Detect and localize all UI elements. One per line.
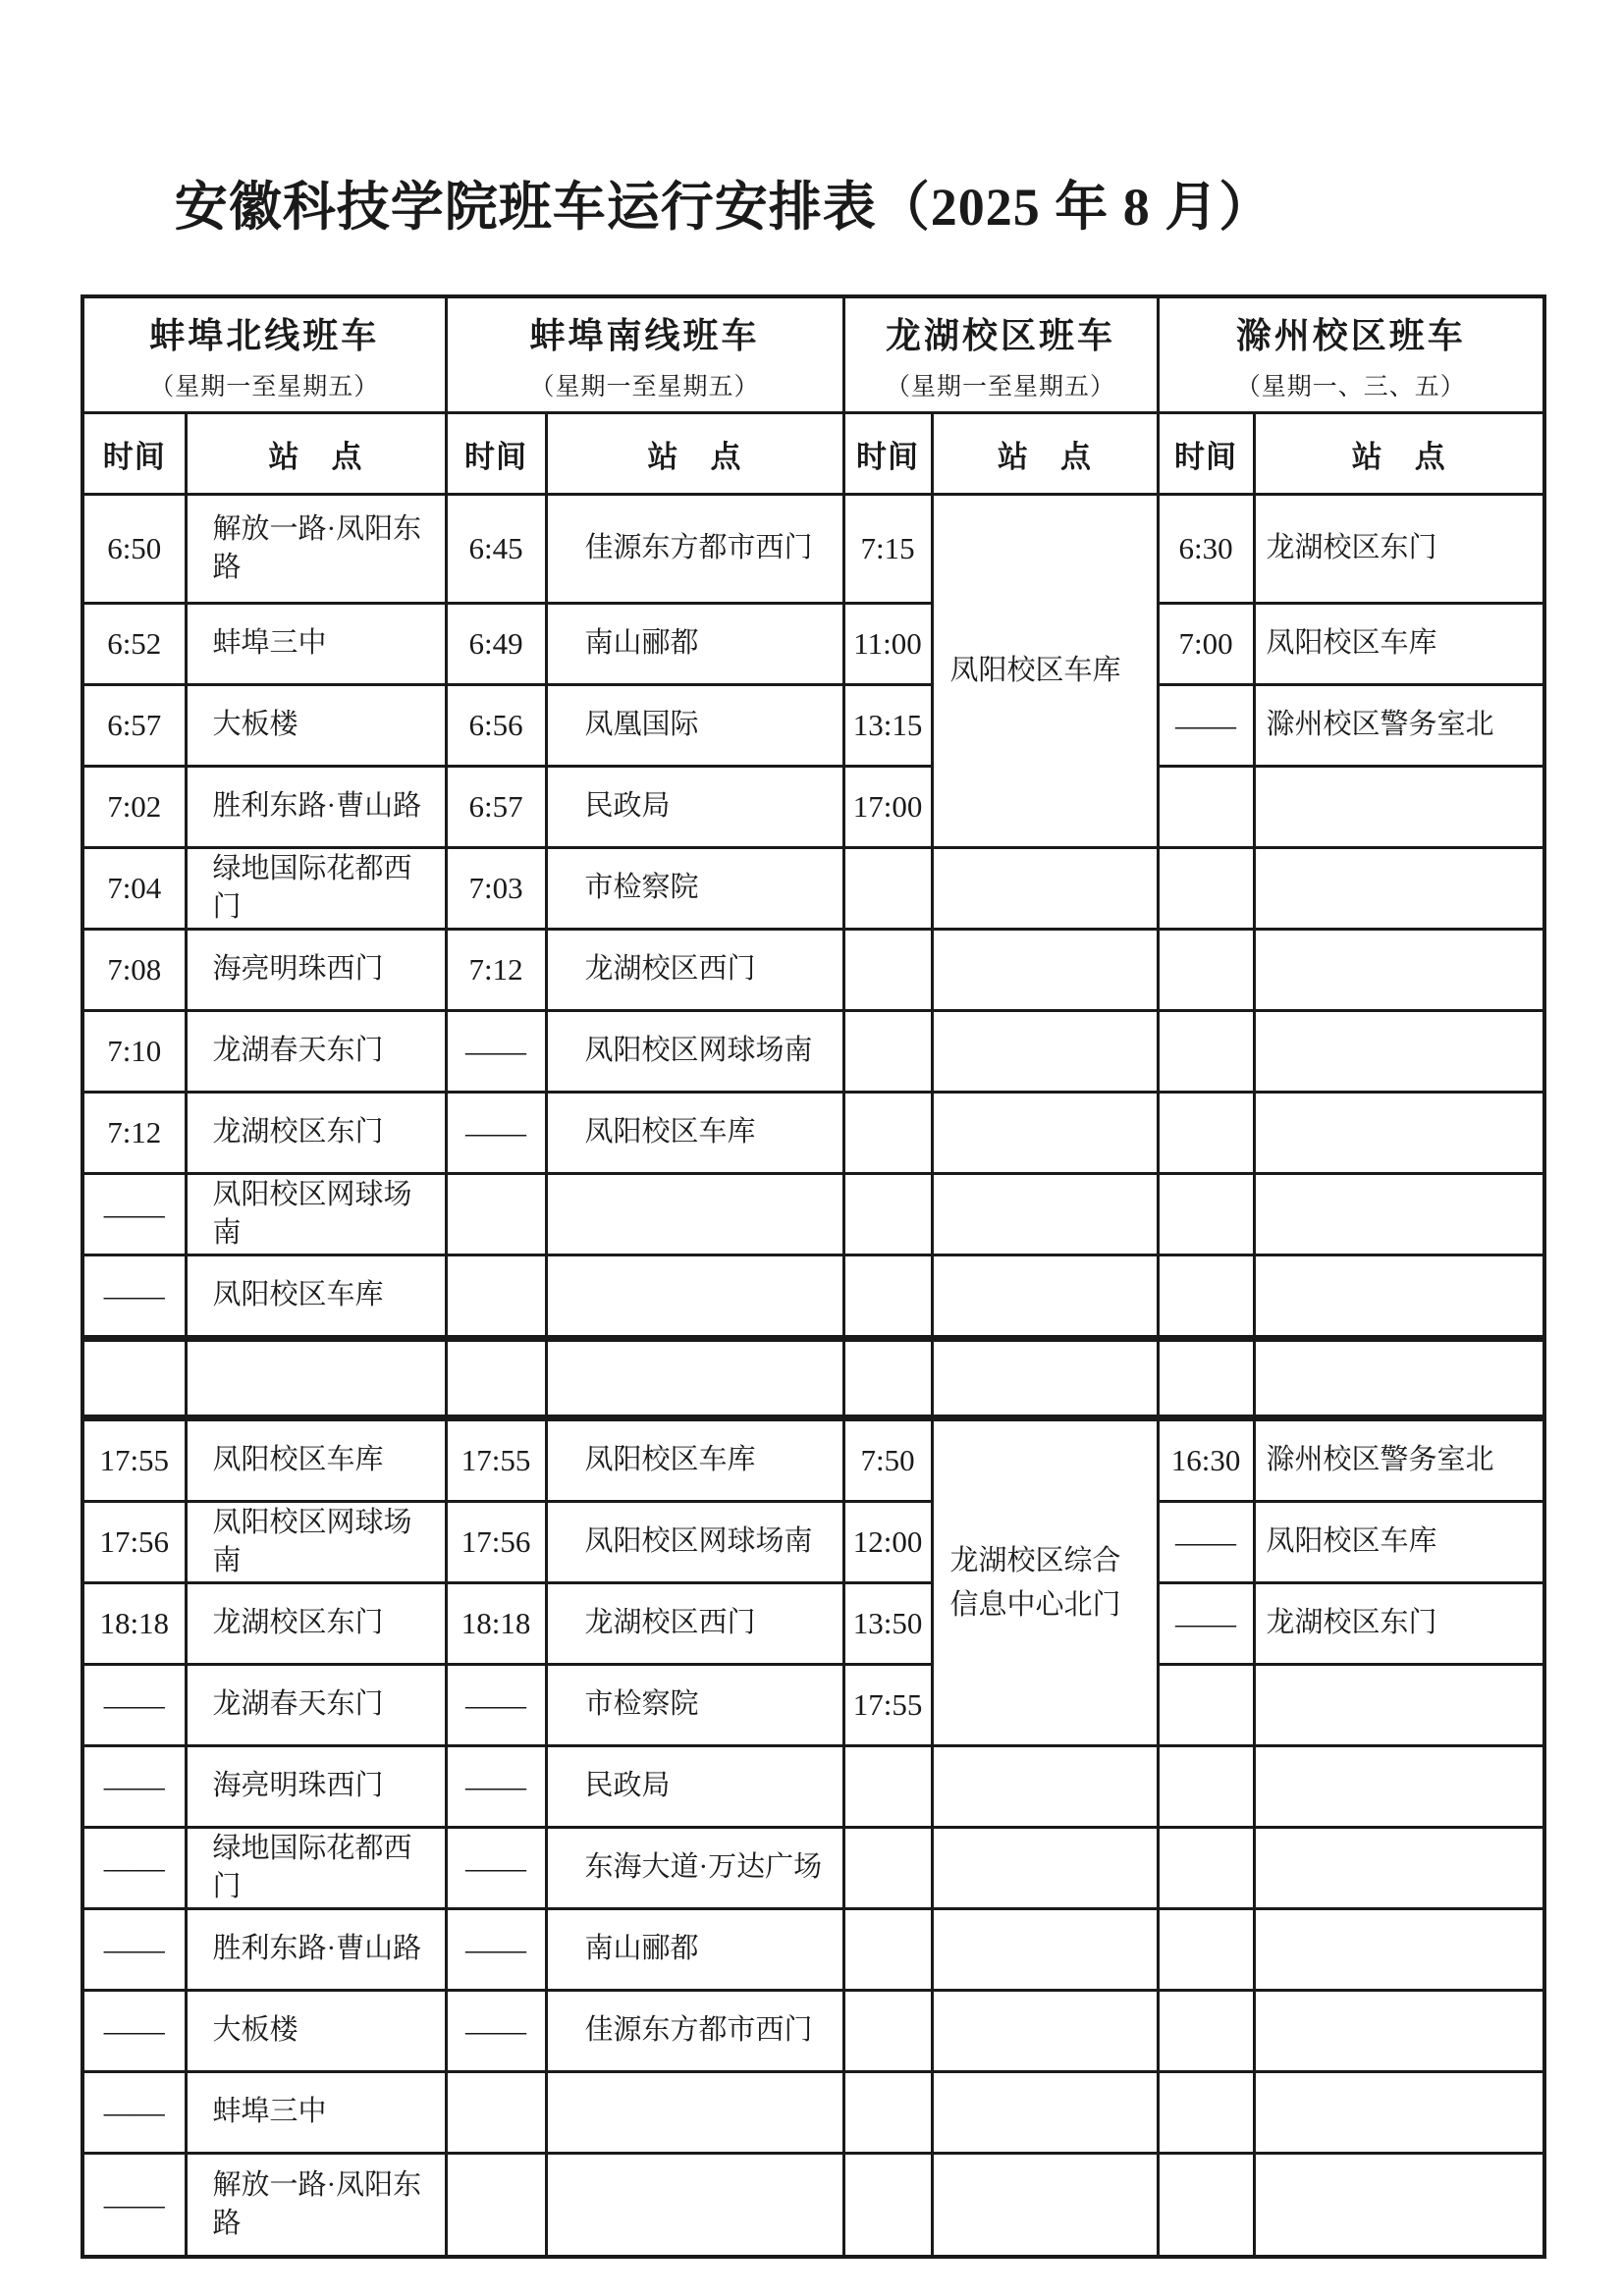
station-cell: 解放一路·凤阳东路 — [186, 495, 446, 604]
station-cell: 东海大道·万达广场 — [546, 1828, 843, 1909]
station-cell: 民政局 — [546, 1746, 843, 1828]
empty-cell — [1158, 1011, 1254, 1093]
empty-cell — [932, 2072, 1158, 2154]
time-cell: —— — [1158, 1583, 1254, 1665]
empty-cell — [1158, 767, 1254, 848]
time-cell: —— — [82, 1909, 186, 1991]
station-cell: 大板楼 — [186, 1991, 446, 2072]
group-header-bengbu-north — [82, 296, 446, 413]
group-header-longhu — [843, 296, 1158, 413]
group-subtitle: （星期一至星期五） — [886, 373, 1116, 400]
empty-cell — [546, 2072, 843, 2154]
station-cell: 大板楼 — [186, 685, 446, 767]
page-title: 安徽科技学院班车运行安排表（2025 年 8 月） — [174, 178, 1273, 237]
group-title: 龙湖校区班车 — [886, 315, 1116, 355]
empty-cell — [1254, 1665, 1544, 1746]
station-cell: 龙湖春天东门 — [186, 1011, 446, 1093]
empty-cell — [932, 1174, 1158, 1255]
empty-cell — [843, 1991, 932, 2072]
empty-cell — [1158, 2154, 1254, 2258]
time-cell: —— — [82, 1255, 186, 1339]
table-row — [82, 2154, 1544, 2258]
empty-cell — [932, 848, 1158, 930]
station-cell: 龙湖校区东门 — [186, 1093, 446, 1174]
empty-cell — [843, 1746, 932, 1828]
table-row — [82, 1909, 1544, 1991]
col-header-time-4: 时间 — [1158, 413, 1254, 495]
station-cell: 胜利东路·曹山路 — [186, 1909, 446, 1991]
time-cell: 7:15 — [843, 495, 932, 604]
group-subtitle: （星期一、三、五） — [1235, 373, 1466, 400]
time-cell: 7:12 — [446, 930, 546, 1011]
table-row — [82, 1418, 1544, 1502]
time-cell: —— — [446, 1991, 546, 2072]
time-cell: —— — [82, 1991, 186, 2072]
empty-cell — [446, 1255, 546, 1339]
empty-cell — [1254, 1174, 1544, 1255]
time-cell: 7:02 — [82, 767, 186, 848]
empty-cell — [1254, 1093, 1544, 1174]
station-cell: 龙湖春天东门 — [186, 1665, 446, 1746]
table-row — [82, 495, 1544, 604]
time-cell: 6:57 — [82, 685, 186, 767]
time-cell: —— — [446, 1909, 546, 1991]
time-cell: —— — [446, 1093, 546, 1174]
empty-cell — [843, 1011, 932, 1093]
table-row — [82, 848, 1544, 930]
empty-cell — [1158, 1174, 1254, 1255]
empty-cell — [1158, 1991, 1254, 2072]
table-row — [82, 1828, 1544, 1909]
time-cell: 7:10 — [82, 1011, 186, 1093]
empty-cell — [1254, 767, 1544, 848]
station-cell: 凤阳校区网球场南 — [186, 1174, 446, 1255]
station-cell: 凤阳校区车库 — [186, 1255, 446, 1339]
station-cell: 滁州校区警务室北 — [1254, 685, 1544, 767]
table-row — [82, 1502, 1544, 1583]
empty-cell — [843, 848, 932, 930]
group-title: 蚌埠南线班车 — [529, 315, 760, 355]
empty-cell — [1158, 1828, 1254, 1909]
time-cell: 6:45 — [446, 495, 546, 604]
col-header-time-3: 时间 — [843, 413, 932, 495]
station-cell: 滁州校区警务室北 — [1254, 1418, 1544, 1502]
empty-cell — [843, 2072, 932, 2154]
empty-cell — [1158, 1255, 1254, 1339]
empty-cell — [546, 2154, 843, 2258]
station-cell: 民政局 — [546, 767, 843, 848]
col-header-station-1: 站 点 — [186, 413, 446, 495]
station-cell: 凤阳校区网球场南 — [546, 1502, 843, 1583]
empty-cell — [843, 1339, 932, 1418]
group-subtitle: （星期一至星期五） — [149, 373, 380, 400]
empty-cell — [446, 2154, 546, 2258]
station-cell: 南山郦都 — [546, 604, 843, 685]
empty-cell — [1254, 930, 1544, 1011]
station-cell: 海亮明珠西门 — [186, 930, 446, 1011]
column-header-row — [82, 413, 1544, 495]
empty-cell — [1158, 1909, 1254, 1991]
station-cell: 龙湖校区东门 — [1254, 1583, 1544, 1665]
time-cell: —— — [446, 1011, 546, 1093]
time-cell: 17:00 — [843, 767, 932, 848]
empty-cell — [1158, 2072, 1254, 2154]
empty-cell — [1254, 2154, 1544, 2258]
col-header-station-4: 站 点 — [1254, 413, 1544, 495]
station-cell: 凤阳校区车库 — [546, 1093, 843, 1174]
time-cell: 17:56 — [82, 1502, 186, 1583]
station-cell: 凤阳校区车库 — [186, 1418, 446, 1502]
time-cell: —— — [82, 2154, 186, 2258]
station-cell: 蚌埠三中 — [186, 2072, 446, 2154]
empty-cell — [843, 930, 932, 1011]
station-cell: 市检察院 — [546, 1665, 843, 1746]
empty-cell — [932, 1255, 1158, 1339]
time-cell: 6:57 — [446, 767, 546, 848]
time-cell: 17:56 — [446, 1502, 546, 1583]
col-header-station-3: 站 点 — [932, 413, 1158, 495]
empty-cell — [843, 1255, 932, 1339]
time-cell: 6:56 — [446, 685, 546, 767]
group-header-chuzhou — [1158, 296, 1544, 413]
empty-cell — [1254, 1909, 1544, 1991]
table-row — [82, 1746, 1544, 1828]
station-cell-merged: 凤阳校区车库 — [932, 495, 1158, 848]
empty-cell — [1158, 930, 1254, 1011]
time-cell: —— — [82, 1746, 186, 1828]
time-cell: 7:50 — [843, 1418, 932, 1502]
empty-cell — [1254, 1991, 1544, 2072]
station-cell: 凤阳校区车库 — [546, 1418, 843, 1502]
station-cell: 蚌埠三中 — [186, 604, 446, 685]
station-cell: 佳源东方都市西门 — [546, 1991, 843, 2072]
table-row — [82, 1991, 1544, 2072]
empty-cell — [1254, 1828, 1544, 1909]
time-cell: 13:15 — [843, 685, 932, 767]
table-row — [82, 1174, 1544, 1255]
empty-cell — [1158, 1093, 1254, 1174]
station-cell: 龙湖校区西门 — [546, 930, 843, 1011]
time-cell: —— — [446, 1665, 546, 1746]
time-cell: 6:50 — [82, 495, 186, 604]
empty-cell — [932, 1991, 1158, 2072]
time-cell: 12:00 — [843, 1502, 932, 1583]
empty-cell — [843, 1828, 932, 1909]
time-cell: —— — [446, 1746, 546, 1828]
station-cell: 凤阳校区网球场南 — [186, 1502, 446, 1583]
empty-cell — [932, 1011, 1158, 1093]
empty-cell — [82, 1339, 186, 1418]
time-cell: 18:18 — [446, 1583, 546, 1665]
station-cell: 胜利东路·曹山路 — [186, 767, 446, 848]
station-cell: 市检察院 — [546, 848, 843, 930]
table-row — [82, 1011, 1544, 1093]
col-header-time-2: 时间 — [446, 413, 546, 495]
station-cell: 凤阳校区车库 — [1254, 604, 1544, 685]
group-header-bengbu-south — [446, 296, 843, 413]
time-cell: 7:03 — [446, 848, 546, 930]
time-cell: 6:52 — [82, 604, 186, 685]
station-cell: 佳源东方都市西门 — [546, 495, 843, 604]
time-cell: —— — [446, 1828, 546, 1909]
time-cell: —— — [1158, 685, 1254, 767]
empty-cell — [843, 1174, 932, 1255]
station-cell: 绿地国际花都西门 — [186, 848, 446, 930]
time-cell: 6:30 — [1158, 495, 1254, 604]
bus-schedule-table — [81, 294, 1546, 2259]
station-cell: 海亮明珠西门 — [186, 1746, 446, 1828]
time-cell: 13:50 — [843, 1583, 932, 1665]
empty-cell — [546, 1174, 843, 1255]
empty-cell — [446, 1339, 546, 1418]
empty-cell — [546, 1339, 843, 1418]
empty-cell — [1254, 2072, 1544, 2154]
empty-cell — [1254, 1255, 1544, 1339]
empty-cell — [843, 1909, 932, 1991]
empty-cell — [932, 1909, 1158, 1991]
table-row — [82, 685, 1544, 767]
station-cell: 凤凰国际 — [546, 685, 843, 767]
group-header-row — [82, 296, 1544, 413]
table-row — [82, 1255, 1544, 1339]
group-title: 滁州校区班车 — [1235, 315, 1466, 355]
group-title: 蚌埠北线班车 — [149, 315, 380, 355]
empty-cell — [932, 1093, 1158, 1174]
col-header-time-1: 时间 — [82, 413, 186, 495]
empty-cell — [843, 1093, 932, 1174]
empty-cell — [1158, 1665, 1254, 1746]
time-cell: 7:12 — [82, 1093, 186, 1174]
time-cell: 6:49 — [446, 604, 546, 685]
station-cell: 解放一路·凤阳东路 — [186, 2154, 446, 2258]
station-cell: 南山郦都 — [546, 1909, 843, 1991]
empty-cell — [1254, 1339, 1544, 1418]
time-cell: —— — [82, 2072, 186, 2154]
empty-cell — [843, 2154, 932, 2258]
table-row — [82, 1665, 1544, 1746]
empty-cell — [932, 1828, 1158, 1909]
time-cell: —— — [82, 1174, 186, 1255]
station-cell: 龙湖校区东门 — [186, 1583, 446, 1665]
empty-cell — [1254, 1746, 1544, 1828]
empty-cell — [1158, 848, 1254, 930]
time-cell: 7:08 — [82, 930, 186, 1011]
empty-cell — [932, 1746, 1158, 1828]
time-cell: 16:30 — [1158, 1418, 1254, 1502]
time-cell: —— — [82, 1665, 186, 1746]
station-cell: 龙湖校区东门 — [1254, 495, 1544, 604]
empty-cell — [1158, 1339, 1254, 1418]
time-cell: 7:00 — [1158, 604, 1254, 685]
separator-row — [82, 1339, 1544, 1418]
table-row — [82, 1583, 1544, 1665]
empty-cell — [186, 1339, 446, 1418]
table-row — [82, 767, 1544, 848]
group-subtitle: （星期一至星期五） — [529, 373, 760, 400]
time-cell: —— — [1158, 1502, 1254, 1583]
table-row — [82, 930, 1544, 1011]
station-cell: 凤阳校区车库 — [1254, 1502, 1544, 1583]
empty-cell — [1254, 848, 1544, 930]
station-cell: 凤阳校区网球场南 — [546, 1011, 843, 1093]
time-cell: 17:55 — [843, 1665, 932, 1746]
station-cell: 绿地国际花都西门 — [186, 1828, 446, 1909]
empty-cell — [446, 1174, 546, 1255]
time-cell: 18:18 — [82, 1583, 186, 1665]
empty-cell — [1158, 1746, 1254, 1828]
station-cell-merged: 龙湖校区综合信息中心北门 — [932, 1418, 1158, 1746]
time-cell: 7:04 — [82, 848, 186, 930]
time-cell: 11:00 — [843, 604, 932, 685]
table-row — [82, 2072, 1544, 2154]
empty-cell — [446, 2072, 546, 2154]
table-row — [82, 604, 1544, 685]
time-cell: —— — [82, 1828, 186, 1909]
empty-cell — [546, 1255, 843, 1339]
col-header-station-2: 站 点 — [546, 413, 843, 495]
time-cell: 17:55 — [446, 1418, 546, 1502]
empty-cell — [932, 1339, 1158, 1418]
empty-cell — [932, 2154, 1158, 2258]
time-cell: 17:55 — [82, 1418, 186, 1502]
empty-cell — [1254, 1011, 1544, 1093]
empty-cell — [932, 930, 1158, 1011]
table-row — [82, 1093, 1544, 1174]
station-cell: 龙湖校区西门 — [546, 1583, 843, 1665]
